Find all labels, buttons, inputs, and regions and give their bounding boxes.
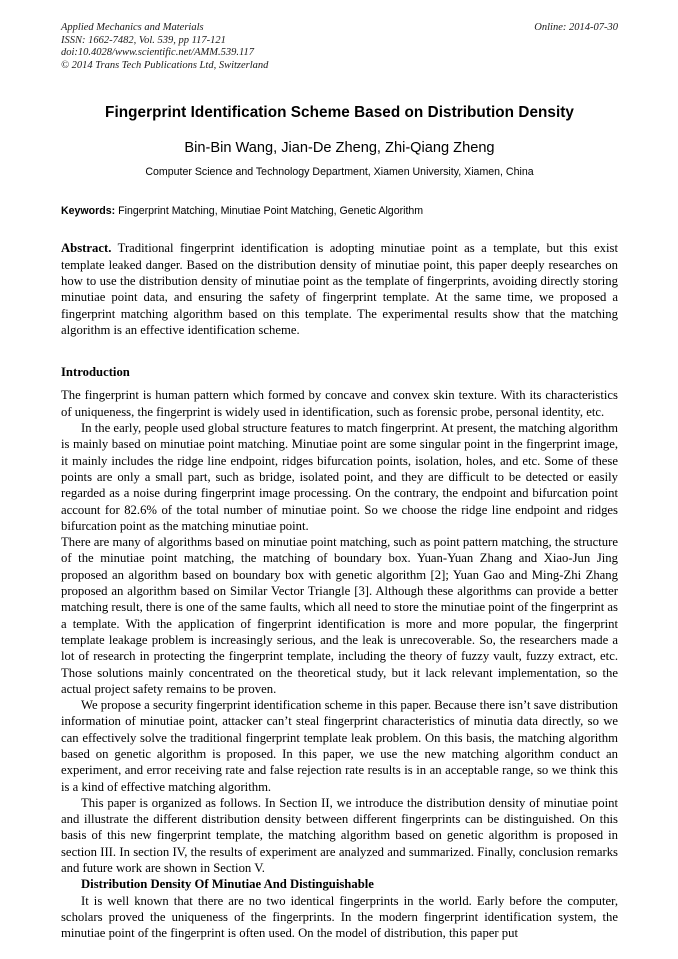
- issn-line: ISSN: 1662-7482, Vol. 539, pp 117-121: [61, 34, 226, 46]
- keywords-line: [61, 204, 618, 218]
- title-block: [61, 103, 618, 179]
- intro-paragraph-4: We propose a security fingerprint identification scheme in this paper. Because there isn’t save distribution information of minutiae point, attacker can’t steal fingerprint characteristics of minutia data directly, so we can effectively solve the traditional fingerprint template leak problem. On this basis, the matching algorithm based on genetic algorithm is proposed. In this paper, we use the new matching algorithm conduct an experiment, and error receiving rate and false rejection rate results is in an acceptable range, so we think this is a kind of effective matching algorithm.: [61, 698, 618, 794]
- online-date: Online: 2014-07-30: [534, 22, 618, 33]
- copyright-line: © 2014 Trans Tech Publications Ltd, Switzerland: [61, 59, 269, 71]
- author-list: Bin-Bin Wang, Jian-De Zheng, Zhi-Qiang Zheng: [184, 140, 495, 157]
- abstract-label: Abstract.: [61, 241, 112, 256]
- doi-line: doi:10.4028/www.scientific.net/AMM.539.117: [61, 47, 254, 59]
- keywords-value: Fingerprint Matching, Minutiae Point Matching, Genetic Algorithm: [118, 205, 424, 218]
- page-title: Fingerprint Identification Scheme Based on Distribution Density: [105, 104, 574, 122]
- intro-paragraph-2: In the early, people used global structure features to match fingerprint. At present, the matching algorithm is mainly based on minutiae point matching. Minutiae point are some singular point in the fingerprint image, it mainly includes the ridge line endpoint, ridges bifurcation points, isolation, holes, and etc. Some of these points are only a small part, such as bridge, isolated point, and they are difficult to be detected or easily regarded as a noise during fingerprint image processing. On the contrary, the endpoint and bifurcation point account for 82.6% of the total number of minutiae point. So we choose the ridge line endpoint and ridges bifurcation point as the matching minutiae point.: [61, 421, 618, 533]
- abstract-text: Traditional fingerprint identification is adopting minutiae point as a template, but this exist template leaked danger. Based on the distribution density of minutiae point, this paper deeply researches on how to use the distribution density of minutiae point as the template of fingerprints, avoiding directly storing minutiae point data, and ensuring the safety of fingerprint template. At the same time, we proposed a fingerprint matching algorithm based on this template. The experimental results show that the matching algorithm is an effective identification scheme.: [61, 241, 618, 337]
- intro-paragraph-1: The fingerprint is human pattern which formed by concave and convex skin texture. With its characteristics of uniqueness, the fingerprint is widely used in identification, such as forensic probe, personal identity, etc.: [61, 388, 618, 419]
- journal-name: Applied Mechanics and Materials: [61, 22, 204, 33]
- intro-paragraph-5: This paper is organized as follows. In Section II, we introduce the distribution density of minutiae point and illustrate the different distribution density between different fingerprints can be distinguished. On this basis of this new fingerprint template, the matching algorithm based on genetic algorithm is proposed in section III. In section IV, the results of experiment are analyzed and summarized. Finally, conclusion remarks and future work are shown in Section V.: [61, 795, 618, 876]
- distribution-paragraph-1: It is well known that there are no two identical fingerprints in the world. Early before the computer, scholars proved the uniqueness of the fingerprints. In the modern fingerprint identification system, the minutiae point of the fingerprint is often used. On the model of distribution, this paper put: [61, 893, 618, 941]
- abstract-block: [61, 240, 618, 338]
- section-heading-introduction: Introduction: [61, 365, 130, 380]
- intro-paragraph-3: There are many of algorithms based on minutiae point matching, such as point pattern matching, the structure of the minutiae point matching, the matching of boundary box. Yuan-Yuan Zhang and Xiao-Jun Jing proposed an algorithm based on boundary box with genetic algorithm [2]; Yuan Gao and Ming-Zhi Zhang proposed an algorithm based on Similar Vector Triangle [3]. Although these algorithms can provide a better matching result, there is one of the same faults, which all need to store the minutiae point of the fingerprint as a template. With the application of fingerprint identification is more and more popular, the fingerprint template leakage problem is increasingly serious, and the leak is unrecoverable. So, the researchers made a lot of research in protecting the fingerprint template, including the theory of fuzzy vault, fuzzy extract, etc. Those solutions mainly concentrated on the theoretical study, but it lack relevant implementation, so the actual project safety remains to be proven.: [61, 535, 618, 696]
- journal-header: [61, 22, 618, 72]
- journal-header-left: [61, 22, 481, 72]
- subsection-heading-distribution-density: Distribution Density Of Minutiae And Distinguishable: [81, 877, 374, 892]
- affiliation: Computer Science and Technology Department, Xiamen University, Xiamen, China: [145, 166, 534, 179]
- keywords-label: Keywords:: [61, 205, 116, 218]
